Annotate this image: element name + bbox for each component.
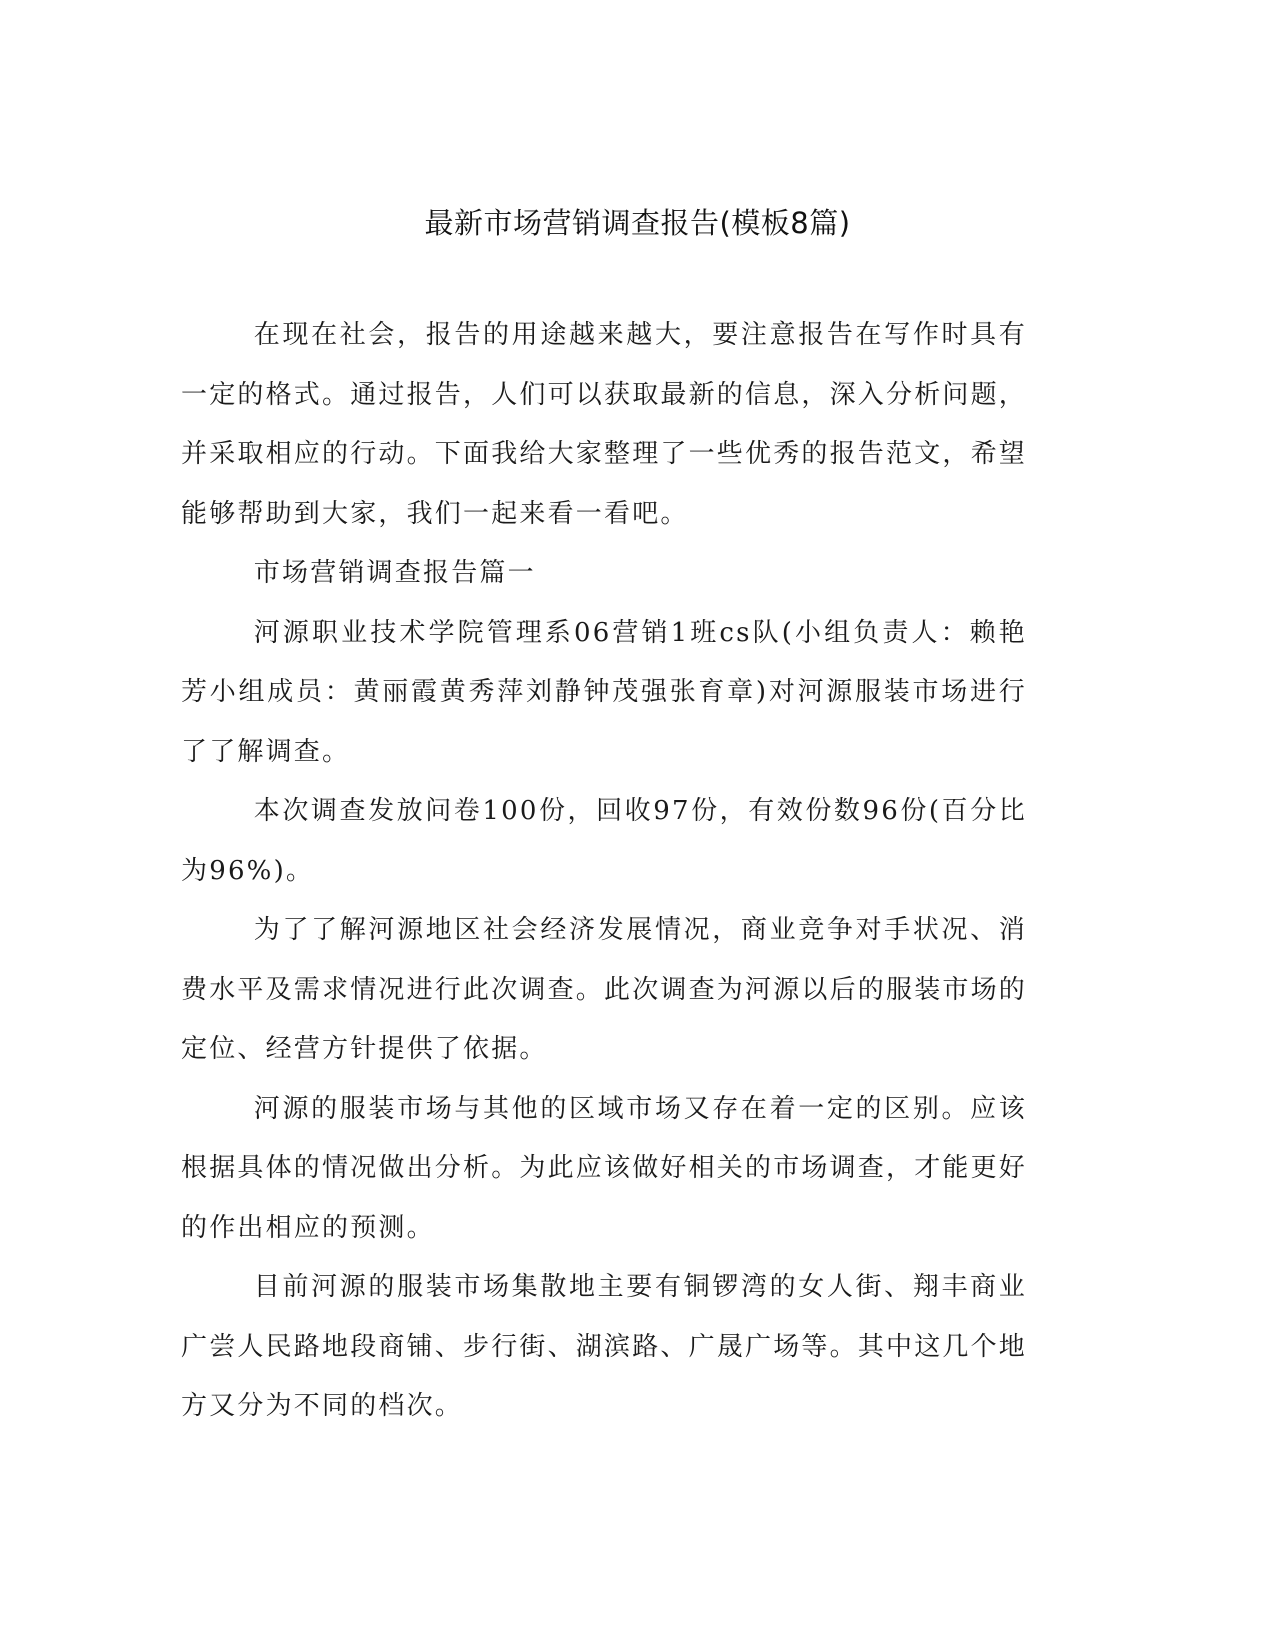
section-heading: 市场营销调查报告篇一 (253, 558, 536, 588)
intro-paragraph: 在现在社会，报告的用途越来越大，要注意报告在写作时具有一定的格式。通过报告，人们可以获取最新的信息，深入分析问题，并采取相应的行动。下面我给大家整理了一些优秀的报告范文，希望能够帮助到大家，我们一起来看一看吧。 (181, 320, 1028, 529)
survey-stats-paragraph: 本次调查发放问卷100份，回收97份，有效份数96份(百分比为96%)。 (181, 796, 1027, 886)
market-difference-paragraph: 河源的服装市场与其他的区域市场又存在着一定的区别。应该根据具体的情况做出分析。为此应该做好相关的市场调查，才能更好的作出相应的预测。 (181, 1093, 1028, 1243)
purpose-paragraph: 为了了解河源地区社会经济发展情况，商业竞争对手状况、消费水平及需求情况进行此次调查。此次调查为河源以后的服装市场的定位、经营方针提供了依据。 (181, 915, 1028, 1064)
document-body (181, 306, 1027, 1437)
document-title: 最新市场营销调查报告(模板8篇) (424, 206, 851, 240)
market-locations-paragraph: 目前河源的服装市场集散地主要有铜锣湾的女人街、翔丰商业广尝人民路地段商铺、步行街、湖滨路、广晟广场等。其中这几个地方又分为不同的档次。 (181, 1272, 1028, 1421)
team-paragraph: 河源职业技术学院管理系06营销1班cs队(小组负责人：赖艳芳小组成员：黄丽霞黄秀萍刘静钟茂强张育章)对河源服装市场进行了了解调查。 (181, 617, 1027, 767)
